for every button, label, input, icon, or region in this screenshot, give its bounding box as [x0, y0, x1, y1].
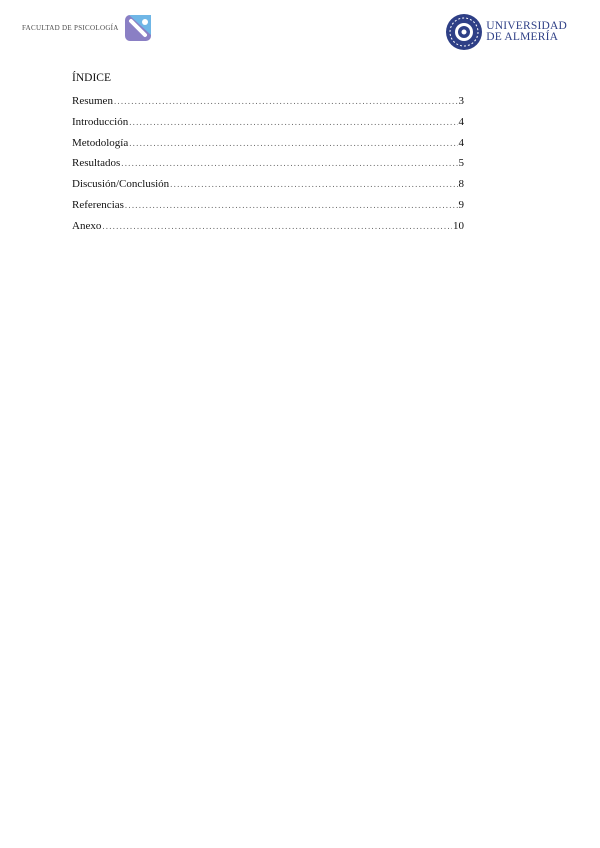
toc-entry[interactable]: [72, 91, 464, 112]
toc-dot-leader: [129, 112, 457, 133]
toc-entry-label: Anexo: [72, 219, 102, 232]
toc-entries: [72, 91, 464, 237]
toc-entry-page: 4: [458, 136, 464, 149]
faculty-name: FACULTAD DE PSICOLOGÍA: [22, 24, 119, 32]
toc-dot-leader: [102, 216, 452, 237]
toc-entry-label: Introducción: [72, 115, 129, 128]
university-name-line2: DE ALMERÍA: [486, 31, 559, 43]
toc-dot-leader: [170, 174, 457, 195]
toc-entry-page: 9: [458, 198, 464, 211]
university-name: [486, 21, 567, 43]
toc-entry-label: Discusión/Conclusión: [72, 178, 170, 191]
toc-dot-leader: [114, 91, 458, 112]
toc-entry-label: Referencias: [72, 198, 124, 211]
toc-entry[interactable]: [72, 153, 464, 174]
toc-entry-page: 5: [458, 157, 464, 170]
toc-entry[interactable]: [72, 133, 464, 154]
toc-entry[interactable]: [72, 216, 464, 237]
toc-entry[interactable]: [72, 174, 464, 195]
toc-entry-label: Metodología: [72, 136, 129, 149]
toc-dot-leader: [121, 153, 457, 174]
toc-title: ÍNDICE: [72, 72, 111, 84]
table-of-contents: [72, 72, 464, 237]
toc-entry-page: 3: [458, 95, 464, 107]
toc-entry[interactable]: [72, 112, 464, 133]
university-name-line1: UNIVERSIDAD: [486, 20, 567, 32]
toc-dot-leader: [129, 133, 457, 154]
faculty-header: [22, 12, 155, 44]
toc-entry-label: Resumen: [72, 95, 113, 107]
toc-entry-page: 8: [458, 178, 464, 191]
university-header: [445, 12, 567, 52]
toc-entry[interactable]: [72, 195, 464, 216]
faculty-logo-icon: [123, 13, 155, 43]
toc-entry-page: 4: [458, 115, 464, 128]
toc-dot-leader: [125, 195, 458, 216]
university-seal-icon: [445, 13, 483, 51]
toc-entry-label: Resultados: [72, 157, 121, 170]
toc-entry-page: 10: [453, 219, 464, 232]
